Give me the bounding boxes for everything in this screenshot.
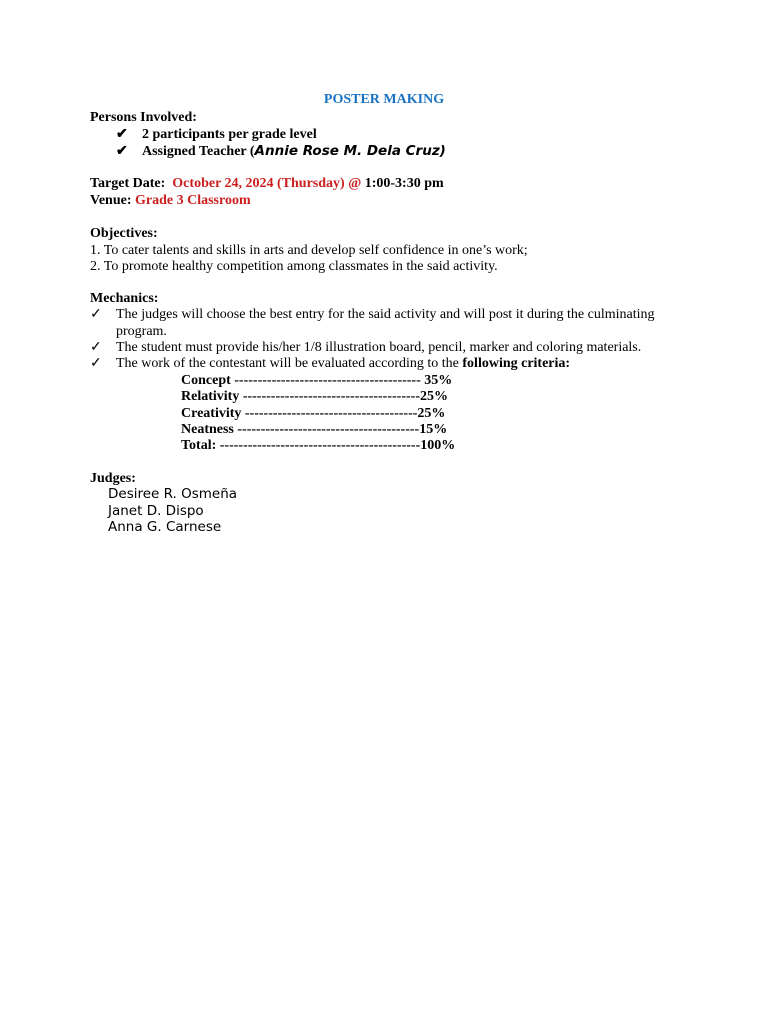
check-icon: ✓ [90,356,102,371]
check-icon: ✓ [90,340,102,355]
venue-line: Venue: Grade 3 Classroom [90,193,251,208]
mechanics-item-continuation: program. [116,324,167,339]
target-date-value: October 24, 2024 (Thursday) @ [172,176,362,191]
persons-item-teacher: ✔ Assigned Teacher (Annie Rose M. Dela Cruz) [116,143,446,159]
judges-label: Judges: [90,471,136,486]
check-icon: ✓ [90,307,102,322]
judge-name: Desiree R. Osmeña [108,486,238,502]
objective-item: 2. To promote healthy competition among classmates in the said activity. [90,259,498,274]
criteria-relativity: Relativity --------------------------------------25% [181,389,448,404]
judge-name: Janet D. Dispo [108,503,204,519]
mechanics-item: ✓ The student must provide his/her 1/8 illustration board, pencil, marker and coloring materials. [90,340,642,355]
target-date-line: Target Date: October 24, 2024 (Thursday) @ 1:00-3:30 pm [90,176,444,191]
check-icon: ✔ [116,127,128,142]
check-icon: ✔ [116,144,128,159]
objectives-label: Objectives: [90,226,158,241]
persons-item-participants: ✔ 2 participants per grade level [116,127,317,142]
judge-name: Anna G. Carnese [108,519,222,535]
criteria-total: Total: -------------------------------------------100% [181,438,456,453]
mechanics-item: ✓ The judges will choose the best entry for the said activity and will post it during the culminating [90,307,655,322]
objective-item: 1. To cater talents and skills in arts and develop self confidence in one’s work; [90,243,528,258]
venue-value: Grade 3 Classroom [135,193,251,208]
mechanics-label: Mechanics: [90,291,159,306]
persons-label: Persons Involved: [90,110,197,125]
target-time: 1:00-3:30 pm [364,176,444,191]
criteria-neatness: Neatness ---------------------------------------15% [181,422,448,437]
mechanics-item: ✓ The work of the contestant will be evaluated according to the following criteria: [90,356,571,371]
criteria-creativity: Creativity -------------------------------------25% [181,406,446,421]
criteria-concept: Concept ---------------------------------------- 35% [181,373,453,388]
document-title: POSTER MAKING [323,92,445,107]
